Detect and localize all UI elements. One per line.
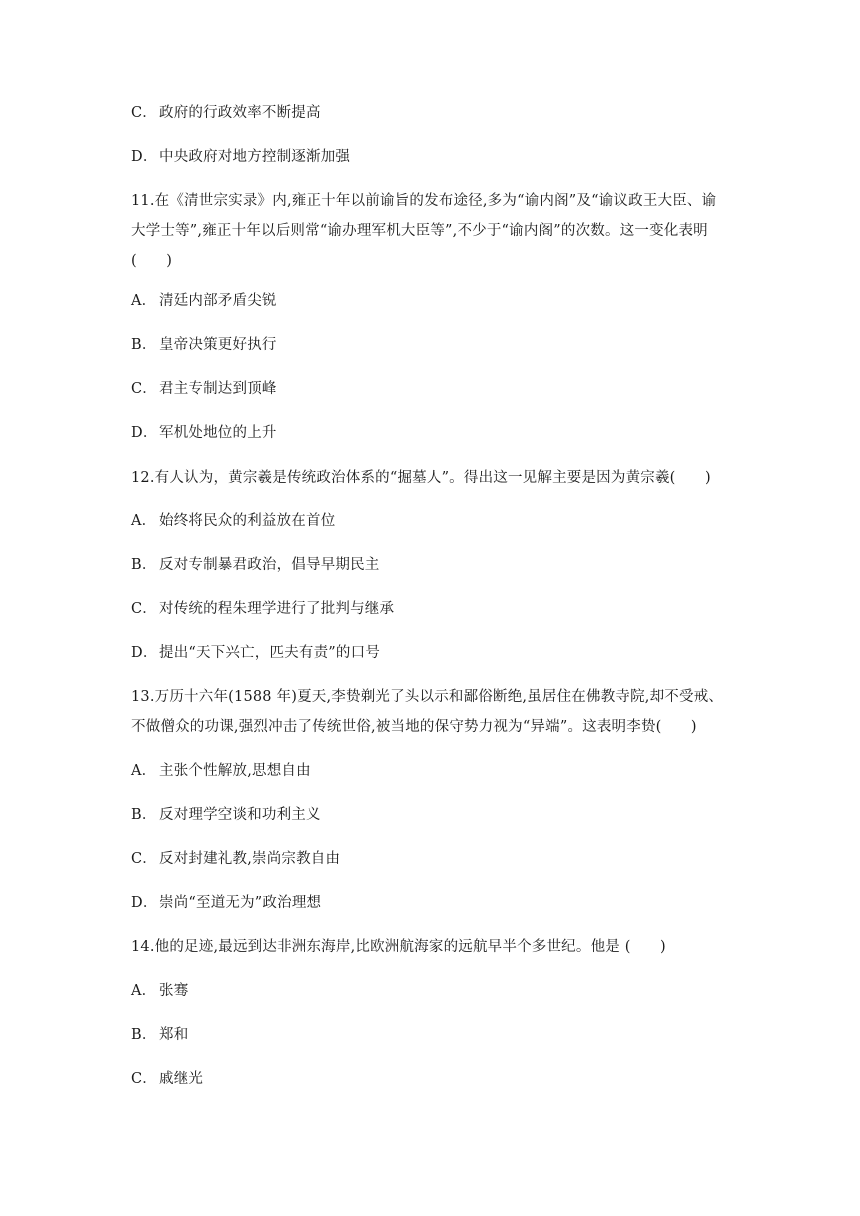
q11-stem-line-2: 大学士等”,雍正十年以后则常“谕办理军机大臣等”,不少于“谕内阁”的次数。这一变化表明 (131, 223, 708, 239)
option-letter: D． (131, 425, 158, 441)
option-text: 军机处地位的上升 (159, 425, 277, 441)
option-letter: D． (131, 645, 158, 661)
option-letter: B． (131, 557, 157, 573)
option-text: 提出“天下兴亡，匹夫有责”的口号 (159, 645, 381, 661)
q11-option-b (131, 336, 731, 354)
q13-option-c (131, 850, 731, 868)
q14-option-b (131, 1026, 731, 1044)
option-text: 中央政府对地方控制逐渐加强 (159, 149, 351, 165)
option-letter: A． (131, 763, 157, 779)
q12-option-c (131, 600, 731, 618)
option-text: 君主专制达到顶峰 (159, 381, 277, 397)
option-letter: B． (131, 807, 157, 823)
option-text: 张骞 (159, 983, 189, 999)
q11-option-d (131, 424, 731, 442)
q13-option-b (131, 806, 731, 824)
q12-option-d (131, 644, 731, 662)
q12-option-b (131, 556, 731, 574)
option-text: 主张个性解放,思想自由 (159, 763, 311, 779)
option-letter: B． (131, 337, 157, 353)
q13-option-d (131, 894, 731, 912)
option-letter: D． (131, 895, 158, 911)
option-letter: C． (131, 381, 157, 397)
q12-option-a (131, 512, 731, 530)
q14-option-c (131, 1070, 731, 1088)
option-letter: A． (131, 293, 157, 309)
option-letter: C． (131, 601, 157, 617)
option-text: 反对理学空谈和功利主义 (159, 807, 321, 823)
option-letter: C． (131, 1071, 157, 1087)
q11-stem-line-1: 11.在《清世宗实录》内,雍正十年以前谕旨的发布途径,多为“谕内阁”及“谕议政王大臣、谕 (131, 193, 717, 209)
option-text: 政府的行政效率不断提高 (159, 105, 321, 121)
q11-option-c (131, 380, 731, 398)
option-text: 反对封建礼教,崇尚宗教自由 (159, 851, 341, 867)
option-text: 反对专制暴君政治，倡导早期民主 (159, 557, 380, 573)
option-letter: A． (131, 513, 157, 529)
option-text: 清廷内部矛盾尖锐 (159, 293, 277, 309)
option-text: 对传统的程朱理学进行了批判与继承 (159, 601, 395, 617)
q11-option-a (131, 292, 731, 310)
q12-stem-line-1: 12.有人认为，黄宗羲是传统政治体系的“掘墓人”。得出这一见解主要是因为黄宗羲( ) (131, 470, 711, 486)
q13-stem-line-2: 不做僧众的功课,强烈冲击了传统世俗,被当地的保守势力视为“异端”。这表明李贽( ) (131, 719, 697, 735)
option-letter: B． (131, 1027, 157, 1043)
q14-option-a (131, 982, 731, 1000)
option-letter: A． (131, 983, 157, 999)
option-text: 戚继光 (159, 1071, 204, 1087)
q10-option-d (131, 148, 731, 166)
option-text: 始终将民众的利益放在首位 (159, 513, 336, 529)
option-text: 皇帝决策更好执行 (159, 337, 277, 353)
option-text: 崇尚“至道无为”政治理想 (159, 895, 322, 911)
q10-option-c (131, 104, 731, 122)
q13-option-a (131, 762, 731, 780)
option-letter: D． (131, 149, 158, 165)
q14-stem-line-1: 14.他的足迹,最远到达非洲东海岸,比欧洲航海家的远航早半个多世纪。他是 ( ) (131, 939, 666, 955)
q13-stem-line-1: 13.万历十六年(1588 年)夏天,李贽剃光了头以示和鄙俗断绝,虽居住在佛教寺院,却不受戒、 (131, 689, 724, 705)
option-letter: C． (131, 105, 157, 121)
option-letter: C． (131, 851, 157, 867)
q11-stem-line-3: ( ) (131, 253, 173, 269)
option-text: 郑和 (159, 1027, 189, 1043)
